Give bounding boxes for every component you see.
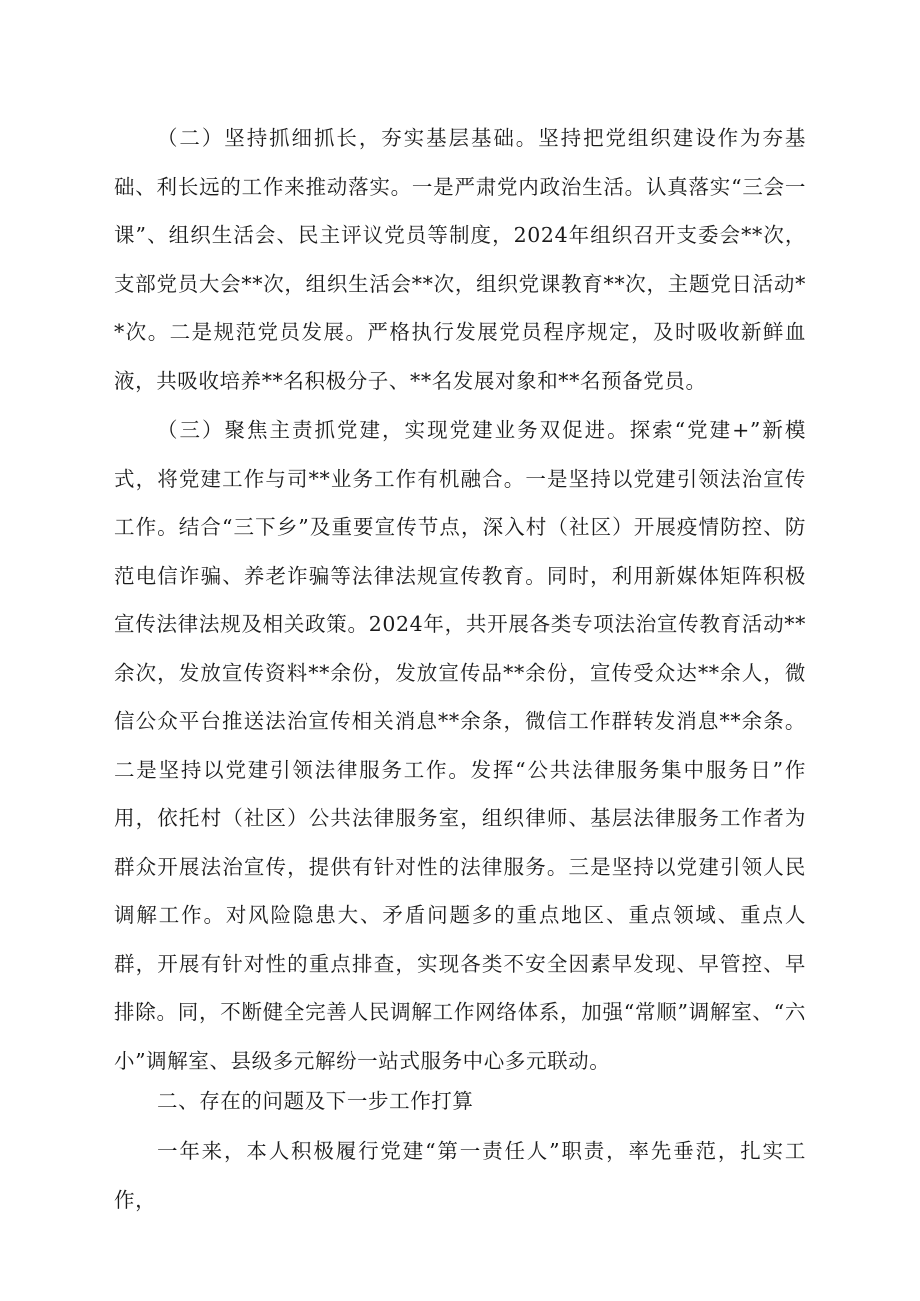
paragraph-organization-building: （二）坚持抓细抓长，夯实基层基础。坚持把党组织建设作为夯基础、利长远的工作来推动落实。一是严肃党内政治生活。认真落实“三会一课”、组织生活会、民主评议党员等制度，2024年组织召开支委会**次，支部党员大会**次，组织生活会**次，组织党课教育**次，主题党日活动**次。二是规范党员发展。严格执行发展党员程序规定，及时吸收新鲜血液，共吸收培养**名积极分子、**名发展对象和**名预备党员。 [114, 126, 806, 393]
paragraph-party-business-integration: （三）聚焦主责抓党建，实现党建业务双促进。探索“党建+”新模式，将党建工作与司**业务工作有机融合。一是坚持以党建引领法治宣传工作。结合“三下乡”及重要宣传节点，深入村（社区）开展疫情防控、防范电信诈骗、养老诈骗等法律法规宣传教育。同时，利用新媒体矩阵积极宣传法律法规及相关政策。2024年，共开展各类专项法治宣传教育活动**余次，发放宣传资料**余份，发放宣传品**余份，宣传受众达**余人，微信公众平台推送法治宣传相关消息**余条，微信工作群转发消息**余条。二是坚持以党建引领法律服务工作。发挥“公共法律服务集中服务日”作用，依托村（社区）公共法律服务室，组织律师、基层法律服务工作者为群众开展法治宣传，提供有针对性的法律服务。三是坚持以党建引领人民调解工作。对风险隐患大、矛盾问题多的重点地区、重点领域、重点人群，开展有针对性的重点排查，实现各类不安全因素早发现、早管控、早排除。同，不断健全完善人民调解工作网络体系，加强“常顺”调解室、“六小”调解室、县级多元解纷一站式服务中心多元联动。 [114, 418, 806, 1073]
section-heading-problems: 二、存在的问题及下一步工作打算 [157, 1089, 474, 1113]
paragraph-summary-start: 一年来，本人积极履行党建“第一责任人”职责，率先垂范，扎实工作， [114, 1139, 806, 1212]
